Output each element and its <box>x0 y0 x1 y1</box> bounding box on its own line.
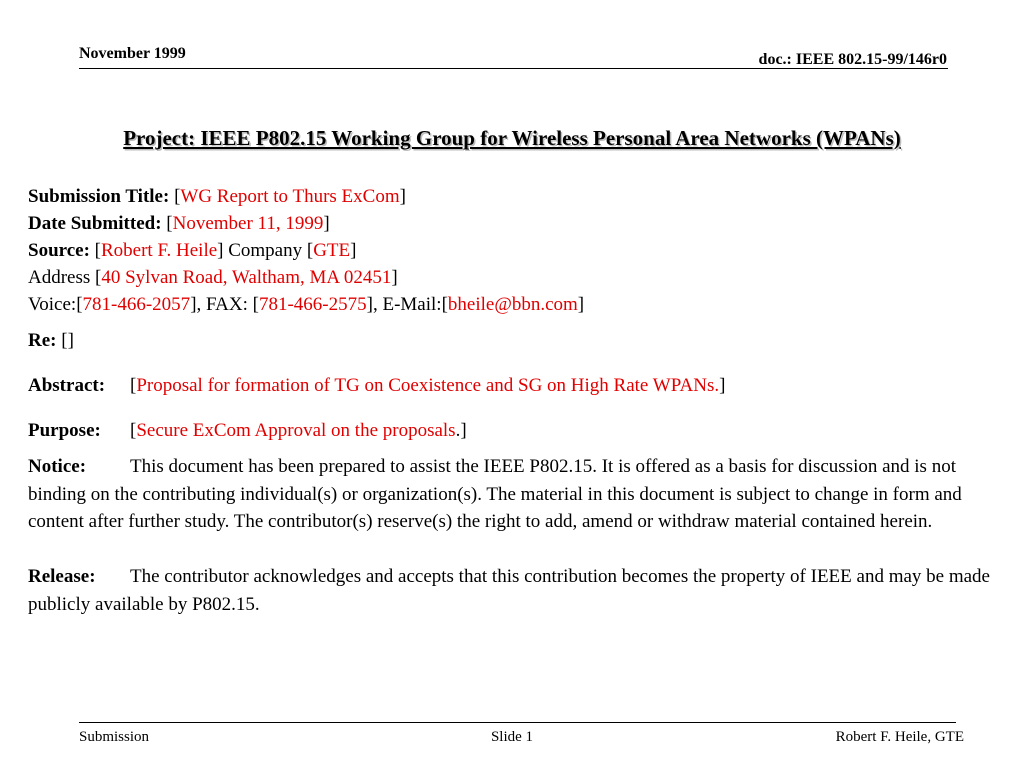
release-label: Release: <box>28 566 96 587</box>
submission-title-line: Submission Title: [WG Report to Thurs ExCom] <box>28 186 406 207</box>
voice-label: Voice: <box>28 294 77 315</box>
purpose-label: Purpose: <box>28 420 101 441</box>
notice-label: Notice: <box>28 456 87 477</box>
voice-value: 781-466-2057 <box>82 294 191 315</box>
address-line: Address [40 Sylvan Road, Waltham, MA 02451] <box>28 267 398 288</box>
company-label: Company <box>228 240 303 261</box>
abstract-label: Abstract: <box>28 375 106 396</box>
submission-title-value: WG Report to Thurs ExCom <box>180 186 400 207</box>
purpose-line: Purpose: [Secure ExCom Approval on the proposals.] <box>28 420 467 441</box>
submission-title-label: Submission Title: <box>28 186 170 207</box>
page-title: Project: IEEE P802.15 Working Group for Wireless Personal Area Networks (WPANs) <box>123 126 901 150</box>
fax-value: 781-466-2575 <box>258 294 367 315</box>
footer-left: Submission <box>79 729 150 745</box>
address-value: 40 Sylvan Road, Waltham, MA 02451 <box>101 267 392 288</box>
fax-label: FAX: <box>206 294 248 315</box>
email-label: E-Mail: <box>382 294 442 315</box>
date-submitted-line: Date Submitted: [November 11, 1999] <box>28 213 330 234</box>
header-rule <box>79 68 948 69</box>
date-submitted-label: Date Submitted: <box>28 213 162 234</box>
re-line: Re: [] <box>28 330 74 351</box>
purpose-value: Secure ExCom Approval on the proposals <box>136 420 456 441</box>
company-value: GTE <box>313 240 351 261</box>
footer-slide-number: Slide 1 <box>490 729 534 745</box>
address-label: Address <box>28 267 91 288</box>
footer-rule <box>79 722 956 723</box>
contact-line: Voice:[781-466-2057], FAX: [781-466-2575], E-Mail:[bheile@bbn.com] <box>28 294 585 315</box>
release-paragraph <box>28 563 1018 618</box>
notice-text: This document has been prepared to assist the IEEE P802.15. It is offered as a basis for discussion and is not binding on the contributing individual(s) or organization(s). The material in this document is subject to change in form and content after further study. The contributor(s) reserve(s) the right to add, amend or withdraw material contained herein. <box>28 456 962 532</box>
date-submitted-value: November 11, 1999 <box>172 213 324 234</box>
email-value: bheile@bbn.com <box>447 294 578 315</box>
abstract-line: Abstract: [Proposal for formation of TG on Coexistence and SG on High Rate WPANs.] <box>28 375 726 396</box>
notice-paragraph <box>28 453 1018 536</box>
header-date: November 1999 <box>79 45 186 62</box>
footer-right: Robert F. Heile, GTE <box>835 729 964 745</box>
source-value: Robert F. Heile <box>101 240 218 261</box>
source-line: Source: [Robert F. Heile] Company [GTE] <box>28 240 357 261</box>
release-text: The contributor acknowledges and accepts that this contribution becomes the property of IEEE and may be made publicly available by P802.15. <box>28 566 990 615</box>
abstract-value: Proposal for formation of TG on Coexistence and SG on High Rate WPANs. <box>136 375 720 396</box>
re-label: Re: <box>28 330 57 351</box>
header-doc-id: doc.: IEEE 802.15-99/146r0 <box>758 51 947 68</box>
source-label: Source: <box>28 240 90 261</box>
